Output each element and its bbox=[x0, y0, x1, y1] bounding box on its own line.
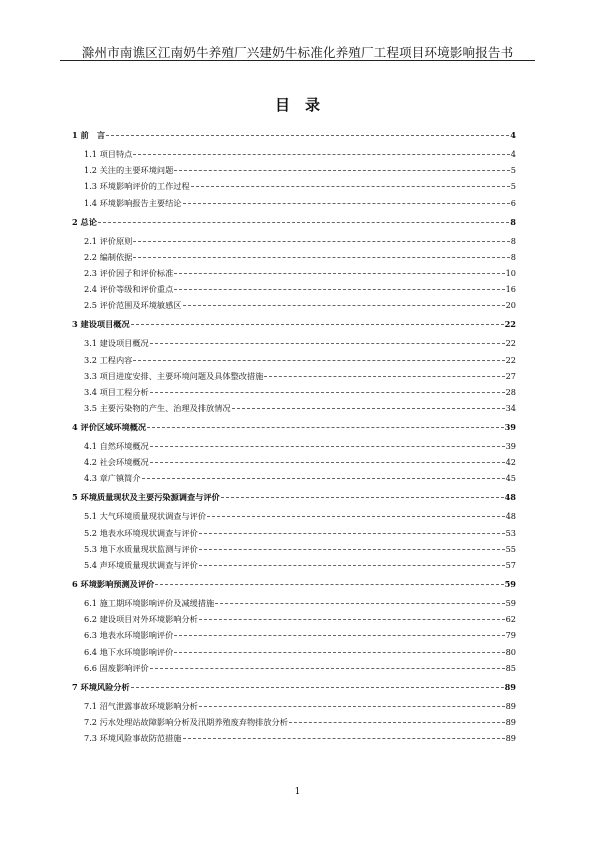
toc-section-page: 42 bbox=[505, 457, 516, 468]
dot-leader bbox=[155, 584, 503, 585]
toc-chapter-page: 4 bbox=[510, 130, 516, 140]
toc-section[interactable] bbox=[72, 441, 516, 452]
toc-section-title: 3.5 主要污染物的产生、治理及排放情况 bbox=[84, 403, 231, 414]
toc-chapter-page: 89 bbox=[504, 681, 516, 692]
toc-chapter-title: 4 评价区域环境概况 bbox=[72, 422, 147, 433]
dot-leader bbox=[289, 722, 505, 723]
toc-chapter-page: 8 bbox=[510, 216, 516, 227]
dot-leader bbox=[183, 305, 505, 306]
dot-leader bbox=[232, 408, 505, 409]
toc-section-page: 5 bbox=[510, 165, 516, 176]
dot-leader bbox=[142, 478, 505, 479]
dot-leader bbox=[199, 619, 505, 620]
dot-leader bbox=[199, 565, 505, 566]
toc-section-title: 7.1 沼气泄露事故环境影响分析 bbox=[84, 700, 198, 711]
toc-section-title: 2.1 评价原则 bbox=[84, 235, 133, 246]
toc-section-title: 3.4 项目工程分析 bbox=[84, 386, 149, 397]
dot-leader bbox=[133, 360, 504, 361]
toc-section-page: 80 bbox=[505, 646, 516, 657]
toc-section-title: 2.3 评价因子和评价标准 bbox=[84, 267, 174, 278]
toc-section[interactable] bbox=[72, 544, 516, 555]
toc-section-title: 4.3 章广镇简介 bbox=[84, 473, 141, 484]
toc-chapter[interactable] bbox=[72, 492, 516, 503]
toc-section-page: 79 bbox=[505, 630, 516, 641]
dot-leader bbox=[264, 376, 504, 377]
dot-leader bbox=[207, 516, 505, 517]
dot-leader bbox=[150, 462, 505, 463]
toc-section-title: 5.2 地表水环境现状调查与评价 bbox=[84, 527, 198, 538]
toc-section-page: 57 bbox=[505, 560, 516, 570]
toc-chapter-title: 2 总论 bbox=[72, 216, 97, 227]
toc-section[interactable] bbox=[72, 733, 516, 744]
toc-section-page: 34 bbox=[505, 403, 516, 414]
toc-section[interactable] bbox=[72, 165, 516, 176]
toc-section[interactable] bbox=[72, 252, 516, 263]
toc-section-title: 1.3 环境影响评价的工作过程 bbox=[84, 181, 190, 192]
toc-section-title: 2.2 编制依据 bbox=[84, 251, 133, 262]
dot-leader bbox=[150, 392, 505, 393]
toc-chapter[interactable] bbox=[72, 682, 516, 693]
toc-section-title: 6.4 地下水环境影响评价 bbox=[84, 646, 174, 657]
toc-section[interactable] bbox=[72, 630, 516, 641]
toc-section-page: 39 bbox=[505, 441, 516, 452]
dot-leader bbox=[199, 533, 505, 534]
toc-section-page: 22 bbox=[505, 338, 516, 349]
toc-section-page: 8 bbox=[510, 251, 516, 262]
toc-chapter-title: 5 环境质量现状及主要污染源调查与评价 bbox=[72, 492, 220, 503]
dot-leader bbox=[174, 652, 504, 653]
dot-leader bbox=[133, 241, 509, 242]
toc-section-title: 5.1 大气环境质量现状调查与评价 bbox=[84, 511, 207, 522]
toc-section[interactable] bbox=[72, 647, 516, 658]
toc-section-page: 85 bbox=[505, 662, 516, 673]
toc-section[interactable] bbox=[72, 403, 516, 414]
toc-section[interactable] bbox=[72, 355, 516, 366]
toc-chapter[interactable] bbox=[72, 579, 516, 590]
toc-section[interactable] bbox=[72, 528, 516, 539]
toc-section[interactable] bbox=[72, 598, 516, 609]
dot-leader bbox=[150, 668, 505, 669]
toc-chapter-title: 6 环境影响预测及评价 bbox=[72, 579, 155, 589]
toc-section-page: 59 bbox=[505, 598, 516, 608]
toc-section-title: 1.1 项目特点 bbox=[84, 149, 133, 159]
toc-chapter[interactable] bbox=[72, 217, 516, 228]
toc-chapter-page: 59 bbox=[504, 579, 516, 589]
toc-section[interactable] bbox=[72, 663, 516, 674]
dot-leader bbox=[147, 427, 504, 428]
dot-leader bbox=[183, 738, 505, 739]
toc-section-title: 2.4 评价等级和评价重点 bbox=[84, 284, 174, 295]
toc-section[interactable] bbox=[72, 473, 516, 484]
toc-section-page: 89 bbox=[505, 716, 516, 727]
toc-chapter-title: 1 前 言 bbox=[72, 130, 106, 140]
toc-chapter[interactable] bbox=[72, 422, 516, 433]
toc-section[interactable] bbox=[72, 198, 516, 209]
toc-section-title: 4.2 社会环境概况 bbox=[84, 457, 149, 468]
toc-section-page: 27 bbox=[505, 370, 516, 381]
toc-section-title: 6.6 固废影响评价 bbox=[84, 662, 149, 673]
toc-title: 目 录 bbox=[274, 96, 320, 114]
toc-chapter-page: 22 bbox=[504, 319, 516, 330]
toc-section-page: 6 bbox=[510, 197, 516, 208]
toc-section[interactable] bbox=[72, 300, 516, 311]
toc-section-page: 20 bbox=[505, 300, 516, 311]
toc-section[interactable] bbox=[72, 371, 516, 382]
toc-section[interactable] bbox=[72, 338, 516, 349]
toc-section-title: 3.2 工程内容 bbox=[84, 354, 133, 365]
toc-section-page: 10 bbox=[505, 267, 516, 278]
toc-section-title: 6.3 地表水环境影响评价 bbox=[84, 630, 174, 641]
toc-section-page: 28 bbox=[505, 386, 516, 397]
dot-leader bbox=[133, 154, 509, 155]
toc-section-title: 2.5 评价范围及环境敏感区 bbox=[84, 300, 182, 311]
dot-leader bbox=[199, 549, 505, 550]
dot-leader bbox=[199, 706, 505, 707]
toc-section-title: 3.3 项目进度安排、主要环境问题及具体整改措施 bbox=[84, 370, 264, 381]
toc-section[interactable] bbox=[72, 236, 516, 247]
dot-leader bbox=[215, 603, 504, 604]
dot-leader bbox=[133, 257, 509, 258]
dot-leader bbox=[221, 497, 504, 498]
toc-section[interactable] bbox=[72, 511, 516, 522]
toc-section[interactable] bbox=[72, 701, 516, 712]
toc-section-page: 55 bbox=[505, 543, 516, 554]
toc-section-title: 1.2 关注的主要环境问题 bbox=[84, 165, 174, 176]
toc-chapter-title: 7 环境风险分析 bbox=[72, 681, 130, 692]
toc-section[interactable] bbox=[72, 149, 516, 160]
toc-section-page: 48 bbox=[505, 511, 516, 522]
dot-leader bbox=[131, 324, 504, 325]
toc-section-page: 62 bbox=[505, 614, 516, 625]
toc-chapter-title: 3 建设项目概况 bbox=[72, 319, 130, 330]
toc-section-title: 6.1 施工期环境影响评价及减缓措施 bbox=[84, 598, 215, 608]
toc-section-page: 8 bbox=[510, 235, 516, 246]
toc-section-title: 3.1 建设项目概况 bbox=[84, 338, 149, 349]
toc-section-page: 45 bbox=[505, 473, 516, 484]
dot-leader bbox=[98, 222, 509, 223]
toc-section-title: 1.4 环境影响报告主要结论 bbox=[84, 197, 182, 208]
toc-chapter[interactable] bbox=[72, 130, 516, 141]
dot-leader bbox=[106, 135, 509, 136]
dot-leader bbox=[174, 170, 509, 171]
dot-leader bbox=[183, 203, 510, 204]
page-number: 1 bbox=[294, 787, 301, 797]
toc-section[interactable] bbox=[72, 457, 516, 468]
toc-section-page: 89 bbox=[505, 700, 516, 711]
dot-leader bbox=[174, 289, 504, 290]
toc-section-page: 22 bbox=[505, 354, 516, 365]
toc-section-title: 7.2 污水处理站故障影响分析及汛期养殖废弃物排放分析 bbox=[84, 716, 288, 727]
dot-leader bbox=[174, 273, 504, 274]
toc-section-title: 4.1 自然环境概况 bbox=[84, 441, 149, 452]
toc-section-title: 5.3 地下水质量现状监测与评价 bbox=[84, 543, 198, 554]
toc-section[interactable] bbox=[72, 560, 516, 571]
toc-section-page: 16 bbox=[505, 284, 516, 295]
header-rule bbox=[60, 60, 535, 61]
dot-leader bbox=[150, 343, 505, 344]
toc-section[interactable] bbox=[72, 284, 516, 295]
toc-chapter-page: 48 bbox=[504, 492, 516, 503]
toc-section-title: 6.2 建设项目对外环境影响分析 bbox=[84, 614, 198, 625]
running-header: 滁州市南谯区江南奶牛养殖厂兴建奶牛标准化养殖厂工程项目环境影响报告书 bbox=[81, 45, 514, 60]
toc-chapter-page: 39 bbox=[504, 422, 516, 433]
toc-section-page: 89 bbox=[505, 733, 516, 744]
toc-section-page: 5 bbox=[510, 181, 516, 192]
toc-section[interactable] bbox=[72, 268, 516, 279]
toc-chapter[interactable] bbox=[72, 319, 516, 330]
dot-leader bbox=[174, 635, 504, 636]
dot-leader bbox=[150, 446, 505, 447]
toc-section-page: 4 bbox=[510, 149, 516, 159]
dot-leader bbox=[131, 687, 504, 688]
toc-section[interactable] bbox=[72, 181, 516, 192]
toc-section[interactable] bbox=[72, 614, 516, 625]
table-of-contents bbox=[72, 122, 516, 749]
toc-section[interactable] bbox=[72, 717, 516, 728]
toc-section-title: 5.4 声环境质量现状调查与评价 bbox=[84, 560, 198, 570]
toc-section-title: 7.3 环境风险事故防范措施 bbox=[84, 733, 182, 744]
toc-section-page: 53 bbox=[505, 527, 516, 538]
toc-section[interactable] bbox=[72, 387, 516, 398]
dot-leader bbox=[191, 186, 510, 187]
